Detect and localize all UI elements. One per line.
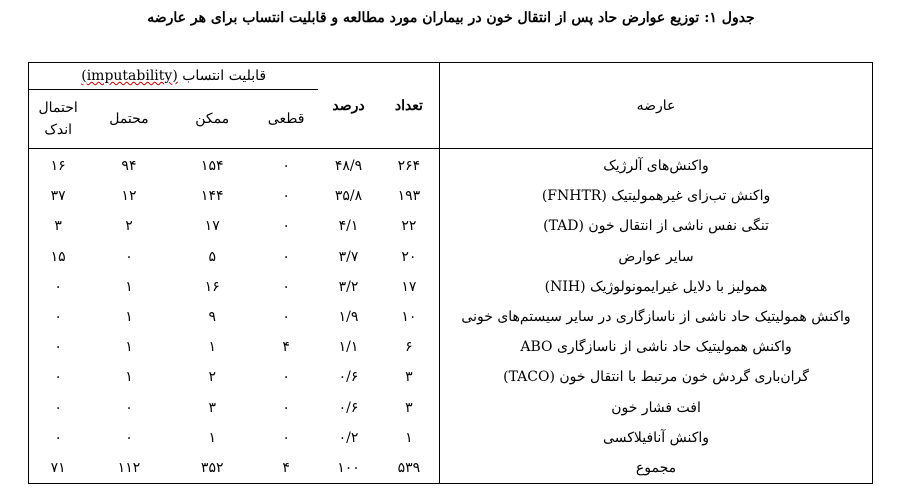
cell-unlikely: ۰ [29,423,88,453]
cell-unlikely: ۳ [29,211,88,241]
cell-probable: ۱۵۴ [200,158,224,175]
cell-event: مجموع [440,453,873,484]
cell-unlikely: ۰ [29,362,88,392]
cell-unlikely: ۷۱ [29,453,88,484]
cell-percent: ۱۰۰ [318,453,378,484]
cell-probable: ۹ [208,309,216,326]
cell-definite: ۰ [282,278,290,295]
cell-possible: ۲ [125,218,133,235]
table-row [29,362,873,392]
cell-event: واکنش‌های آلرژیک [440,149,873,182]
table-row [29,332,873,362]
cell-percent: ۰/۶ [338,399,359,416]
cell-probable: ۲ [208,369,216,386]
cell-count: ۱۷ [401,278,417,295]
cell-possible: ۱ [125,278,133,295]
cell-count: ۵۳۹ [379,453,440,484]
cell-count: ۲۲ [401,218,417,235]
cell-percent: ۳/۲ [338,278,359,295]
cell-event: واکنش همولیتیک حاد ناشی از ناسازگاری ABO [440,332,873,362]
cell-event: گران‌باری گردش خون مرتبط با انتقال خون (TACO) [440,362,873,392]
cell-count: ۱۰ [401,309,417,326]
adverse-events-table [28,62,873,484]
header-event: عارضه [440,63,873,149]
cell-percent: ۰/۲ [338,429,359,446]
table-row [29,211,873,241]
cell-possible: ۱ [125,369,133,386]
cell-probable: ۱۷ [204,218,220,235]
cell-event: افت فشار خون [440,393,873,423]
cell-possible: ۹۴ [121,158,137,175]
table-row [29,149,873,182]
cell-percent: ۳/۷ [338,248,359,265]
cell-probable: ۱۴۴ [200,188,224,205]
cell-possible: ۱ [125,339,133,356]
header-percent: درصد [318,63,378,149]
cell-probable: ۱ [208,339,216,356]
header-count: تعداد [379,63,440,149]
cell-possible: ۰ [125,248,133,265]
cell-percent: ۴/۱ [338,218,359,235]
cell-event: واکنش تب‌زای غیرهمولیتیک (FNHTR) [440,181,873,211]
table-row [29,242,873,272]
cell-probable: ۱۶ [204,278,220,295]
header-possible: محتمل [87,90,170,149]
cell-event: واکنش همولیتیک حاد ناشی از ناسازگاری در سایر سیستم‌های خونی [440,302,873,332]
cell-definite: ۰ [282,218,290,235]
cell-count: ۳ [405,399,413,416]
table-row [29,302,873,332]
cell-event: تنگی نفس ناشی از انتقال خون (TAD) [440,211,873,241]
cell-definite: ۴ [254,453,319,484]
table-row [29,272,873,302]
cell-count: ۲۶۴ [397,158,421,175]
cell-unlikely: ۱۵ [29,242,88,272]
cell-count: ۲۰ [401,248,417,265]
cell-definite: ۴ [282,339,290,356]
header-unlikely [29,90,88,149]
cell-event: واکنش آنافیلاکسی [440,423,873,453]
cell-definite: ۰ [282,399,290,416]
cell-probable: ۱ [208,429,216,446]
header-imputability-group [29,63,319,90]
cell-unlikely: ۳۷ [29,181,88,211]
cell-percent: ۳۵/۸ [334,188,363,205]
header-unlikely-line1: احتمال [38,100,78,116]
cell-definite: ۰ [282,248,290,265]
cell-count: ۶ [405,339,413,356]
table-row [29,453,873,484]
cell-definite: ۰ [282,188,290,205]
cell-probable: ۳۵۲ [171,453,254,484]
cell-unlikely: ۱۶ [29,149,88,182]
header-definite: قطعی [254,90,319,149]
header-group-label-en: (imputability) [81,68,178,84]
cell-possible: ۰ [125,429,133,446]
header-unlikely-line2: اندک [44,122,72,138]
cell-possible: ۱۲ [121,188,137,205]
cell-definite: ۰ [282,309,290,326]
cell-probable: ۵ [208,248,216,265]
cell-possible: ۱ [125,309,133,326]
cell-unlikely: ۰ [29,302,88,332]
cell-unlikely: ۰ [29,393,88,423]
cell-probable: ۳ [208,399,216,416]
table-body [29,149,873,484]
header-probable: ممکن [171,90,254,149]
table-title: جدول ۱: توزیع عوارض حاد پس از انتقال خون در بیماران مورد مطالعه و قابلیت انتساب برای هر عارضه [147,10,755,26]
cell-unlikely: ۰ [29,332,88,362]
cell-percent: ۱/۱ [338,339,359,356]
cell-event: سایر عوارض [440,242,873,272]
cell-percent: ۴۸/۹ [334,158,363,175]
cell-definite: ۰ [282,369,290,386]
header-group-label: قابلیت انتساب [182,68,267,84]
cell-possible: ۱۱۲ [87,453,170,484]
cell-percent: ۰/۶ [338,369,359,386]
table-row [29,393,873,423]
cell-percent: ۱/۹ [338,309,359,326]
cell-count: ۱ [405,429,413,446]
cell-definite: ۰ [282,158,290,175]
cell-possible: ۰ [125,399,133,416]
cell-count: ۳ [405,369,413,386]
cell-event: همولیز با دلایل غیرایمونولوژیک (NIH) [440,272,873,302]
table-row [29,181,873,211]
cell-count: ۱۹۳ [397,188,421,205]
table-row [29,423,873,453]
cell-unlikely: ۰ [29,272,88,302]
cell-definite: ۰ [282,429,290,446]
